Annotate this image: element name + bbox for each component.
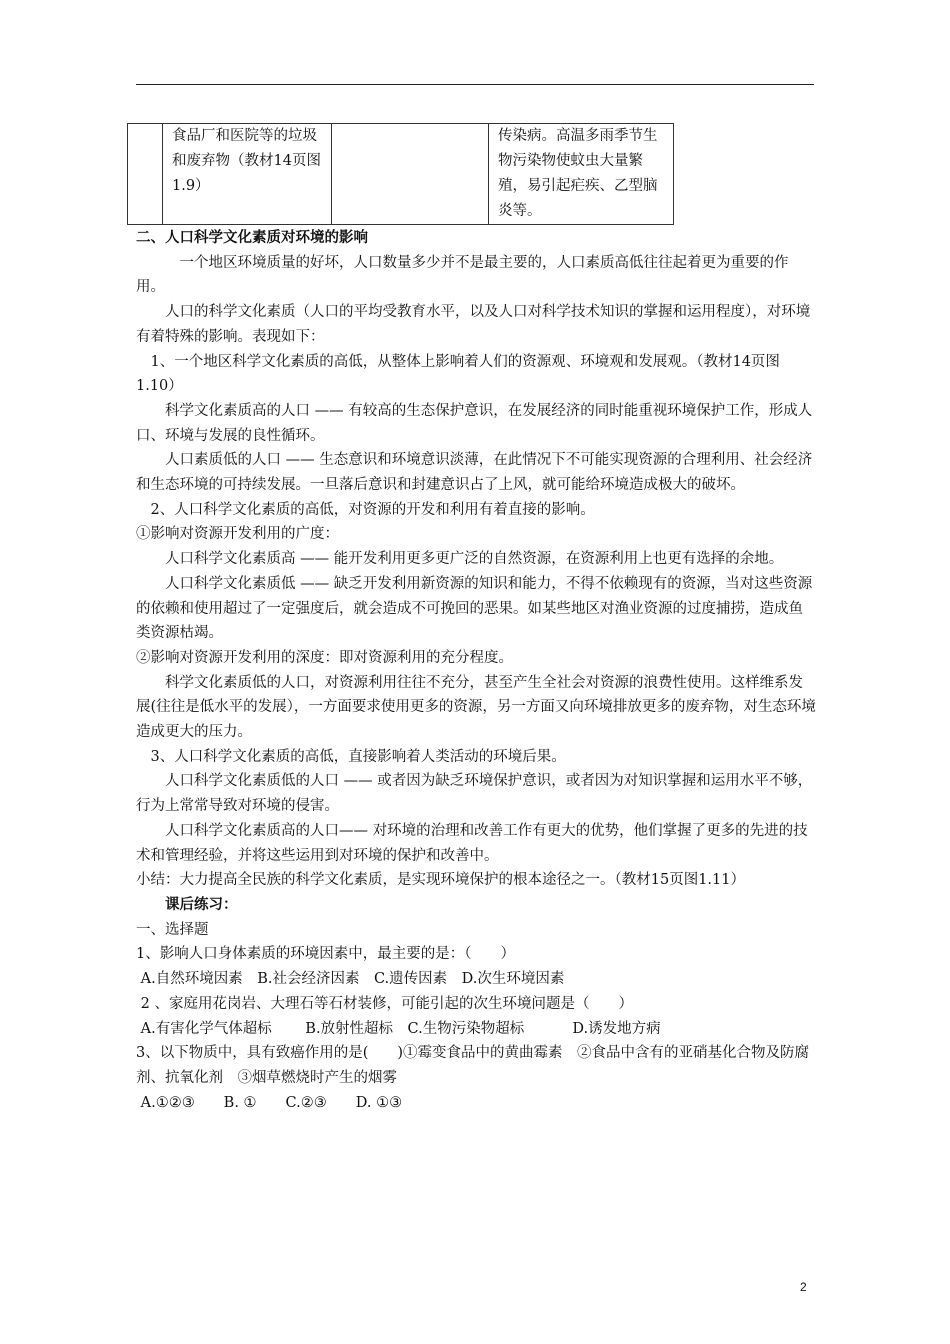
document-body [136, 226, 816, 1115]
paragraph: 人口科学文化素质低 —— 缺乏开发利用新资源的知识和能力，不得不依赖现有的资源，当对这些资源的依赖和使用超过了一定强度后，就会造成不可挽回的恶果。如某些地区对渔业资源的过度捕捞，造成鱼类资源枯竭。 [136, 575, 813, 642]
table-cell-harm: 传染病。高温多雨季节生物污染物使蚊虫大量繁殖，易引起疟疾、乙型脑炎等。 [489, 124, 674, 225]
paragraph: 2、人口科学文化素质的高低，对资源的开发和利用有着直接的影响。 [150, 501, 595, 518]
table-cell-source: 食品厂和医院等的垃圾和废弃物（教材14页图1.9） [163, 124, 332, 225]
question: 2 、家庭用花岗岩、大理石等石材装修，可能引起的次生环境问题是（ ） [136, 995, 633, 1012]
header-rule [136, 84, 814, 85]
pollution-table [127, 123, 674, 225]
paragraph: ①影响对资源开发利用的广度： [136, 526, 339, 543]
page-number: 2 [800, 1280, 807, 1294]
paragraph: 科学文化素质高的人口 —— 有较高的生态保护意识，在发展经济的同时能重视环境保护工作，形成人口、环境与发展的良性循环。 [136, 402, 813, 444]
paragraph: 人口科学文化素质高的人口—— 对环境的治理和改善工作有更大的优势，他们掌握了更多的先进的技术和管理经验，并将这些运用到对环境的保护和改善中。 [136, 822, 808, 864]
question: 1、影响人口身体素质的环境因素中，最主要的是：（ ） [136, 946, 515, 963]
question-options: A.①②③ B. ① C.②③ D. ①③ [136, 1094, 403, 1111]
table-cell-empty [128, 124, 163, 225]
table-row [128, 124, 674, 225]
summary: 小结：大力提高全民族的科学文化素质，是实现环境保护的根本途径之一。（教材15页图1.11） [136, 872, 745, 889]
paragraph: 人口素质低的人口 —— 生态意识和环境意识淡薄，在此情况下不可能实现资源的合理利用、社会经济和生态环境的可持续发展。一旦落后意识和封建意识占了上风，就可能给环境造成极大的破坏。 [136, 452, 813, 494]
paragraph: 人口科学文化素质低的人口 —— 或者因为缺乏环境保护意识，或者因为对知识掌握和运用水平不够，行为上常常导致对环境的侵害。 [136, 773, 813, 815]
exercise-heading: 课后练习： [165, 895, 238, 913]
table-cell-empty [332, 124, 489, 225]
paragraph: 科学文化素质低的人口，对资源利用往往不充分，甚至产生全社会对资源的浪费性使用。这样维系发展(往往是低水平的发展），一方面要求使用更多的资源，另一方面又向环境排放更多的废弃物，对生态环境造成更大的压力。 [136, 674, 816, 741]
section-heading: 二、人口科学文化素质对环境的影响 [136, 229, 368, 246]
paragraph: 一个地区环境质量的好坏，人口数量多少并不是最主要的，人口素质高低往往起着更为重要的作用。 [136, 254, 789, 296]
exercise-subheading: 一、选择题 [136, 921, 209, 938]
question-options: A.自然环境因素 B.社会经济因素 C.遗传因素 D.次生环境因素 [136, 971, 565, 988]
question-options: A.有害化学气体超标 B.放射性超标 C.生物污染物超标 D.诱发地方病 [136, 1020, 661, 1037]
paragraph: 人口的科学文化素质（人口的平均受教育水平，以及人口对科学技术知识的掌握和运用程度），对环境有着特殊的影响。表现如下： [136, 304, 811, 345]
paragraph: ②影响对资源开发利用的深度：即对资源利用的充分程度。 [136, 649, 513, 666]
paragraph: 3、人口科学文化素质的高低，直接影响着人类活动的环境后果。 [150, 748, 566, 765]
question: 3、以下物质中，具有致癌作用的是( )①霉变食品中的黄曲霉素 ②食品中含有的亚硝基化合物及防腐剂、抗氧化剂 ③烟草燃烧时产生的烟雾 [136, 1045, 810, 1086]
paragraph: 1、一个地区科学文化素质的高低，从整体上影响着人们的资源观、环境观和发展观。（教材14页图1.10） [136, 353, 780, 395]
paragraph: 人口科学文化素质高 —— 能开发利用更多更广泛的自然资源，在资源利用上也更有选择的余地。 [165, 551, 784, 568]
